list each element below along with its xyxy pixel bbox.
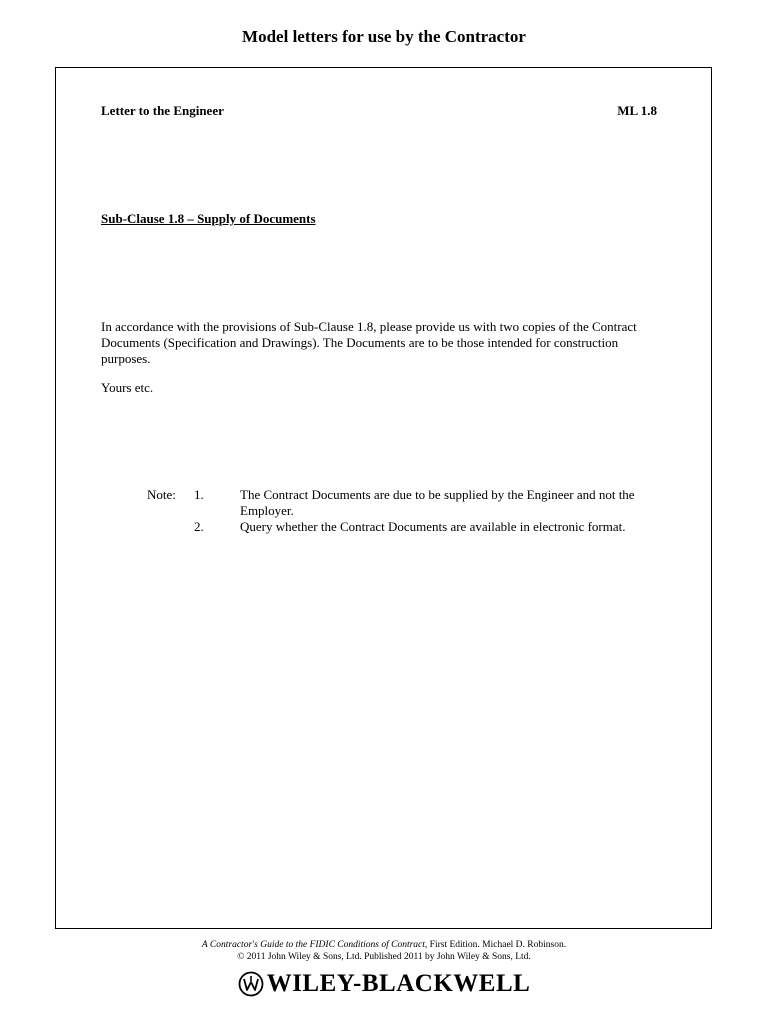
letter-recipient: Letter to the Engineer bbox=[101, 103, 224, 118]
note-text: Query whether the Contract Documents are available in electronic format. bbox=[240, 519, 626, 534]
note-item-1 bbox=[194, 487, 680, 519]
publisher-logo-text: WILEY-BLACKWELL bbox=[266, 970, 531, 997]
wiley-logo-icon bbox=[238, 971, 264, 997]
page-title: Model letters for use by the Contractor bbox=[242, 27, 526, 46]
letter-subject: Sub-Clause 1.8 – Supply of Documents bbox=[101, 211, 316, 226]
note-number: 2. bbox=[194, 519, 204, 534]
letter-header bbox=[101, 103, 657, 119]
note-text: The Contract Documents are due to be supplied by the Engineer and not the Employer. bbox=[240, 487, 635, 518]
note-label: Note: bbox=[147, 487, 176, 502]
publisher-logo bbox=[0, 970, 768, 998]
page-footer bbox=[0, 939, 768, 963]
note-number: 1. bbox=[194, 487, 204, 502]
footer-edition-author: First Edition. Michael D. Robinson. bbox=[427, 940, 567, 950]
letter-reference: ML 1.8 bbox=[617, 103, 657, 118]
letter-frame bbox=[55, 67, 712, 929]
footer-copyright: © 2011 John Wiley & Sons, Ltd. Published 2011 by John Wiley & Sons, Ltd. bbox=[237, 952, 531, 962]
footer-book-title: A Contractor's Guide to the FIDIC Conditions of Contract, bbox=[201, 940, 428, 950]
note-item-2 bbox=[194, 519, 680, 535]
letter-signoff: Yours etc. bbox=[101, 380, 154, 395]
letter-body: In accordance with the provisions of Sub-Clause 1.8, please provide us with two copies of the Contract Documents (Specification and Drawings). The Documents are to be those intended for construction purposes. bbox=[101, 319, 637, 366]
footer-citation bbox=[0, 939, 768, 951]
